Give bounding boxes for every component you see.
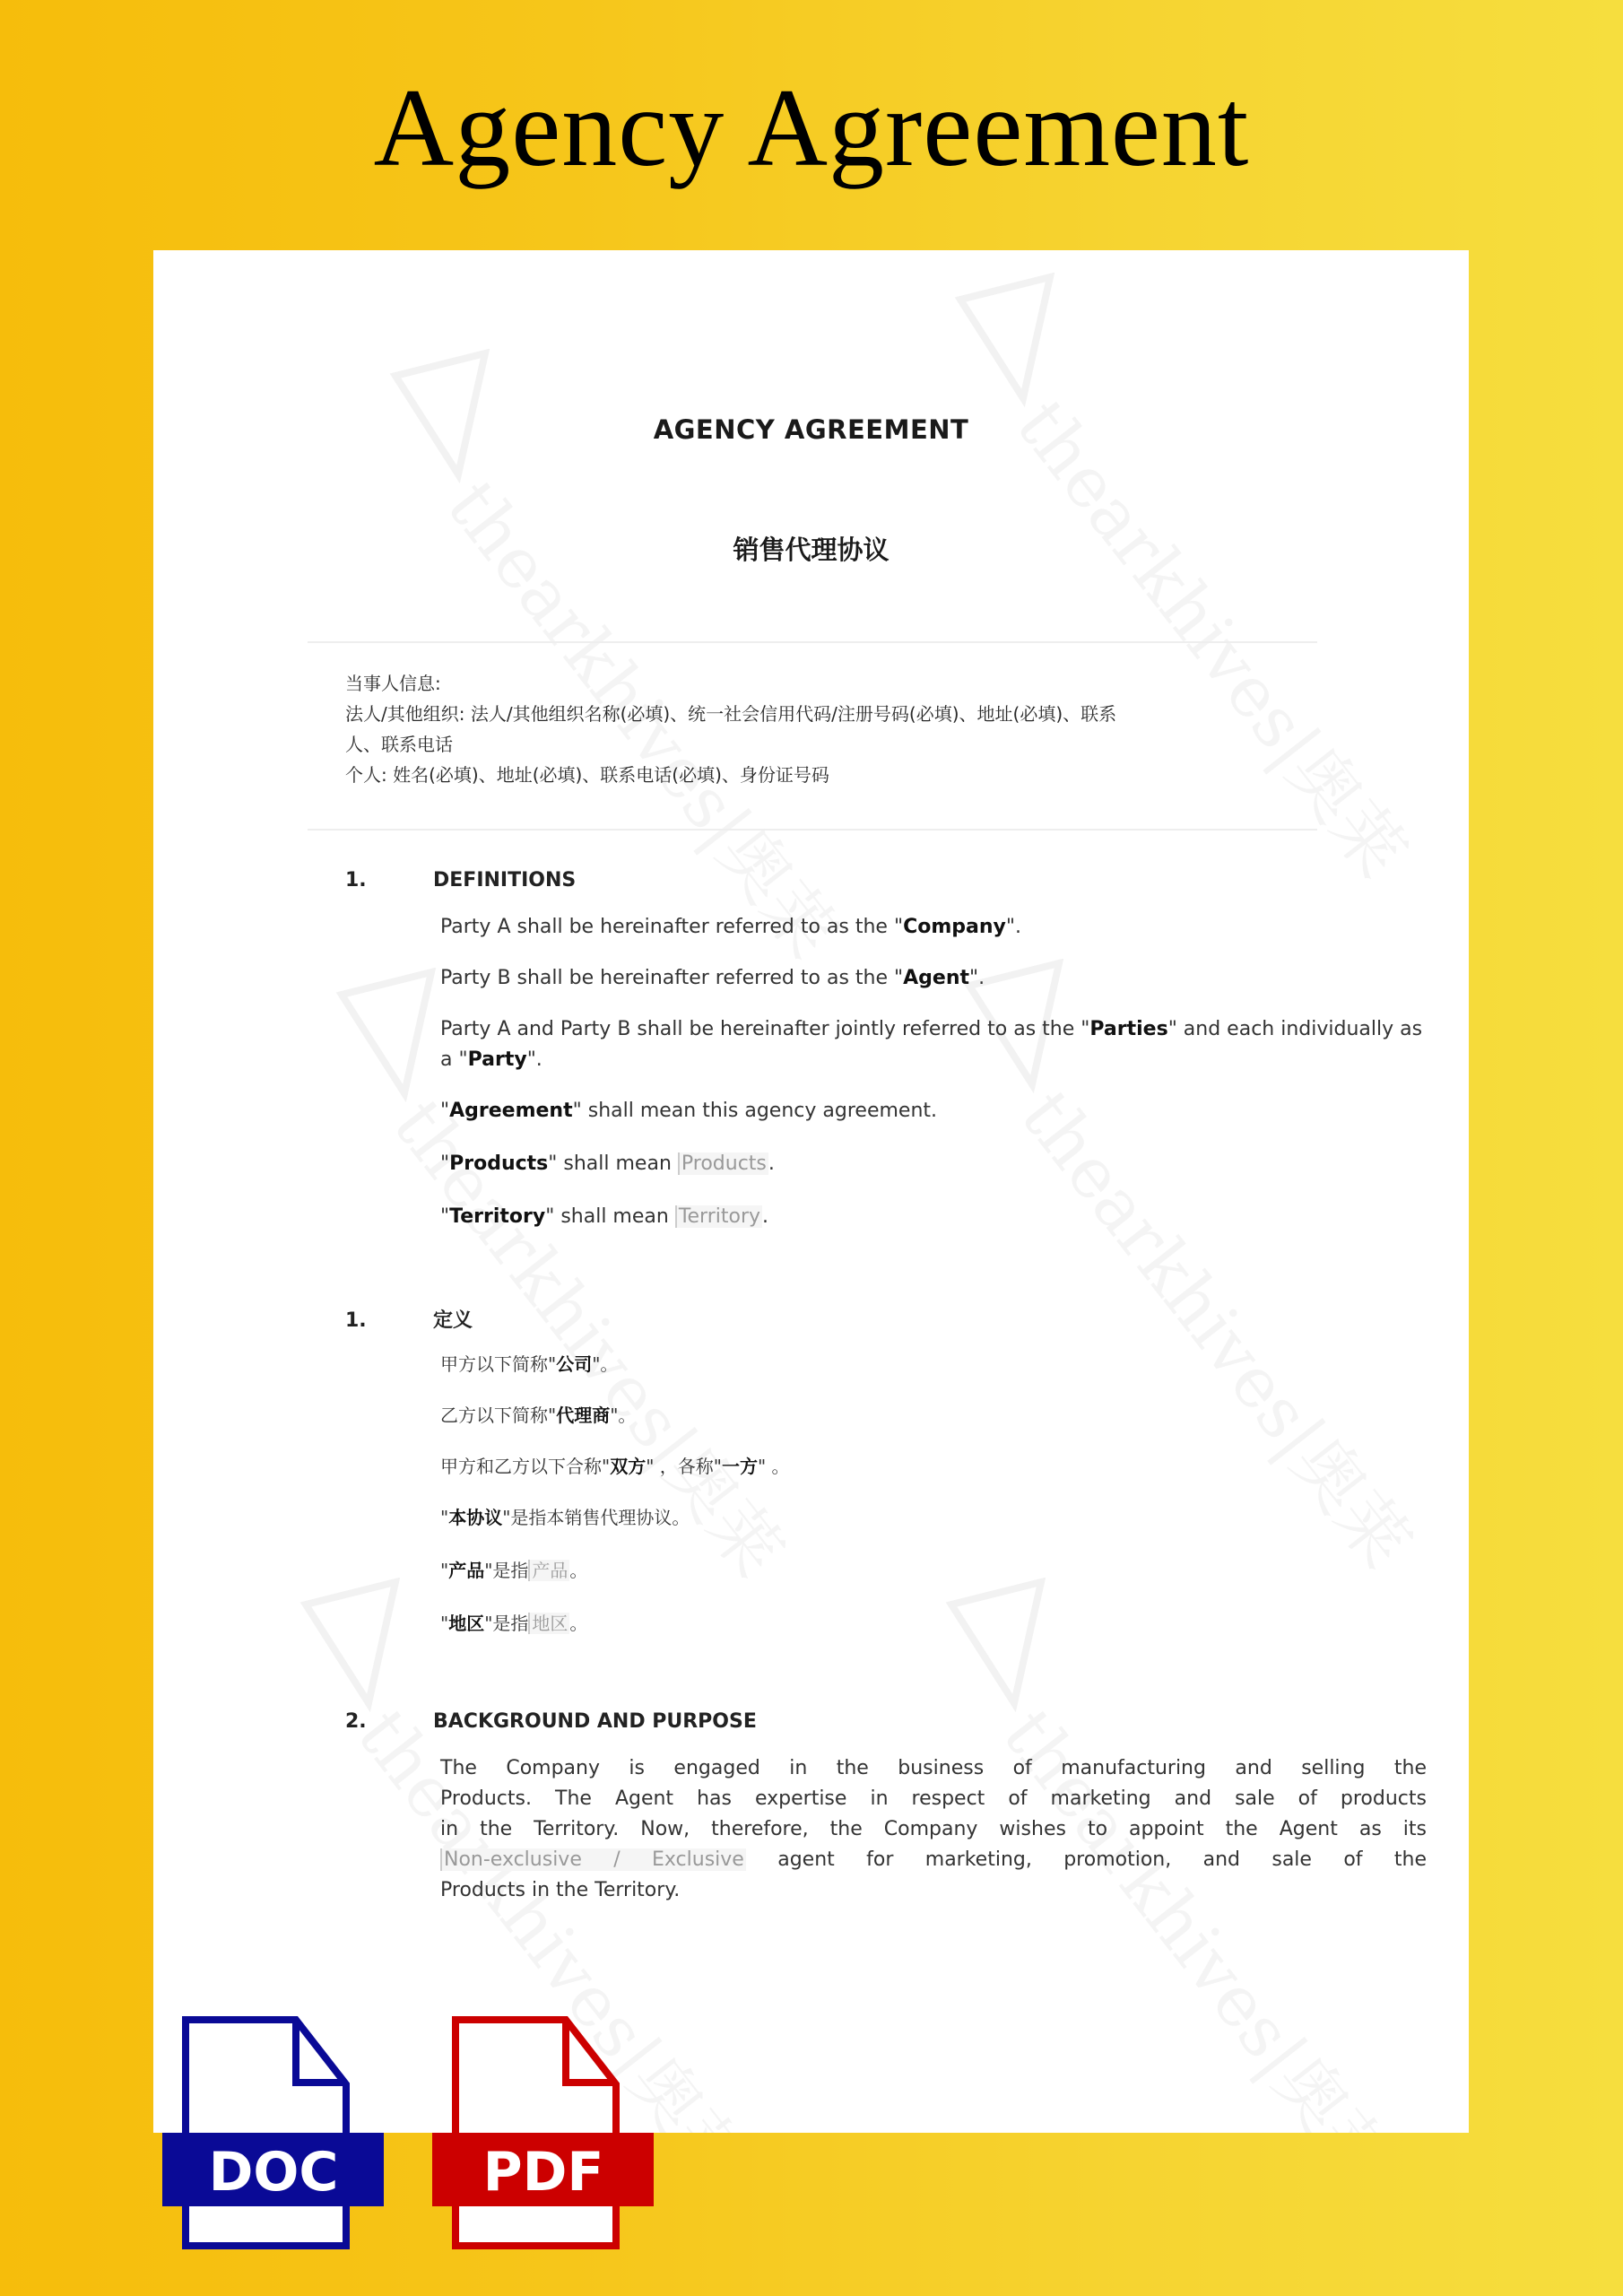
definition-item: Party A shall be hereinafter referred to as the "Company". xyxy=(440,916,1021,938)
parties-individual: 个人: 姓名(必填)、地址(必填)、联系电话(必填)、身份证号码 xyxy=(345,764,829,786)
section-heading-background xyxy=(345,1710,757,1733)
definition-item: 甲方以下简称"公司"。 xyxy=(440,1353,619,1375)
watermark-text xyxy=(998,376,1434,894)
parties-info-label: 当事人信息: xyxy=(345,673,441,694)
divider xyxy=(308,641,1317,643)
watermark-logo-icon xyxy=(297,1578,431,1712)
section-number: 1. xyxy=(345,869,367,891)
section-heading-definitions-cn xyxy=(345,1305,473,1333)
definition-item: "地区"是指 地区 。 xyxy=(440,1613,588,1634)
section-title: DEFINITIONS xyxy=(433,869,577,891)
definition-item: Party A and Party B shall be hereinafter jointly referred to as the "Parties" and each individually as a "Party". xyxy=(440,1018,1423,1071)
background-paragraph: The Company is engaged in the business of manufacturing and selling the Products. The Agent has expertise in respect of marketing and sale of products in the Territory. Now, therefore, the Company wishes to appoint the Agent as its Non-exclusive / Exclusive agent for marketing, promotion, and sale of the Products in the Territory. xyxy=(440,1757,1428,1901)
watermark-text xyxy=(985,1685,1420,2133)
divider xyxy=(308,829,1317,831)
document-title-cn: 销售代理协议 xyxy=(733,535,890,565)
placeholder-field-products[interactable]: Products xyxy=(678,1152,768,1175)
watermark-logo-icon xyxy=(951,273,1086,407)
svg-text:DOC: DOC xyxy=(208,2141,339,2204)
pdf-download-button[interactable] xyxy=(432,2014,656,2251)
definition-item: "Territory" shall mean Territory. xyxy=(440,1205,769,1228)
placeholder-field-territory-cn[interactable]: 地区 xyxy=(528,1613,569,1634)
definition-item: "Agreement" shall mean this agency agreement. xyxy=(440,1100,938,1122)
doc-file-icon xyxy=(162,2014,386,2251)
section-number: 1. xyxy=(345,1309,367,1332)
definition-item: Party B shall be hereinafter referred to as the "Agent". xyxy=(440,967,985,989)
document-page xyxy=(153,250,1469,2133)
definition-item: 甲方和乙方以下合称"双方" ，各称"一方" 。 xyxy=(440,1456,790,1477)
parties-legal-entity-cont: 人、联系电话 xyxy=(345,734,453,755)
svg-text:PDF: PDF xyxy=(482,2141,604,2204)
pdf-file-icon xyxy=(432,2014,656,2251)
section-title: 定义 xyxy=(433,1309,473,1332)
placeholder-field-exclusivity[interactable]: Non-exclusive / Exclusive xyxy=(440,1848,746,1871)
watermark-logo-icon xyxy=(942,1578,1077,1712)
parties-legal-entity: 法人/其他组织: 法人/其他组织名称(必填)、统一社会信用代码/注册号码(必填)、地址(必填)、联系 xyxy=(345,703,1117,725)
doc-download-button[interactable] xyxy=(162,2014,386,2251)
definition-item: "本协议"是指本销售代理协议。 xyxy=(440,1507,690,1528)
parties-info xyxy=(345,668,1251,790)
placeholder-field-products-cn[interactable]: 产品 xyxy=(528,1560,569,1581)
section-title: BACKGROUND AND PURPOSE xyxy=(433,1710,757,1733)
document-title-en: AGENCY AGREEMENT xyxy=(653,414,969,445)
definition-item: "Products" shall mean Products. xyxy=(440,1152,775,1175)
definition-item: "产品"是指 产品 。 xyxy=(440,1560,588,1581)
definition-item: 乙方以下简称"代理商"。 xyxy=(440,1405,637,1426)
banner-title: Agency Agreement xyxy=(373,66,1250,189)
placeholder-field-territory[interactable]: Territory xyxy=(675,1205,762,1228)
section-heading-definitions xyxy=(345,869,576,891)
section-number: 2. xyxy=(345,1710,367,1733)
